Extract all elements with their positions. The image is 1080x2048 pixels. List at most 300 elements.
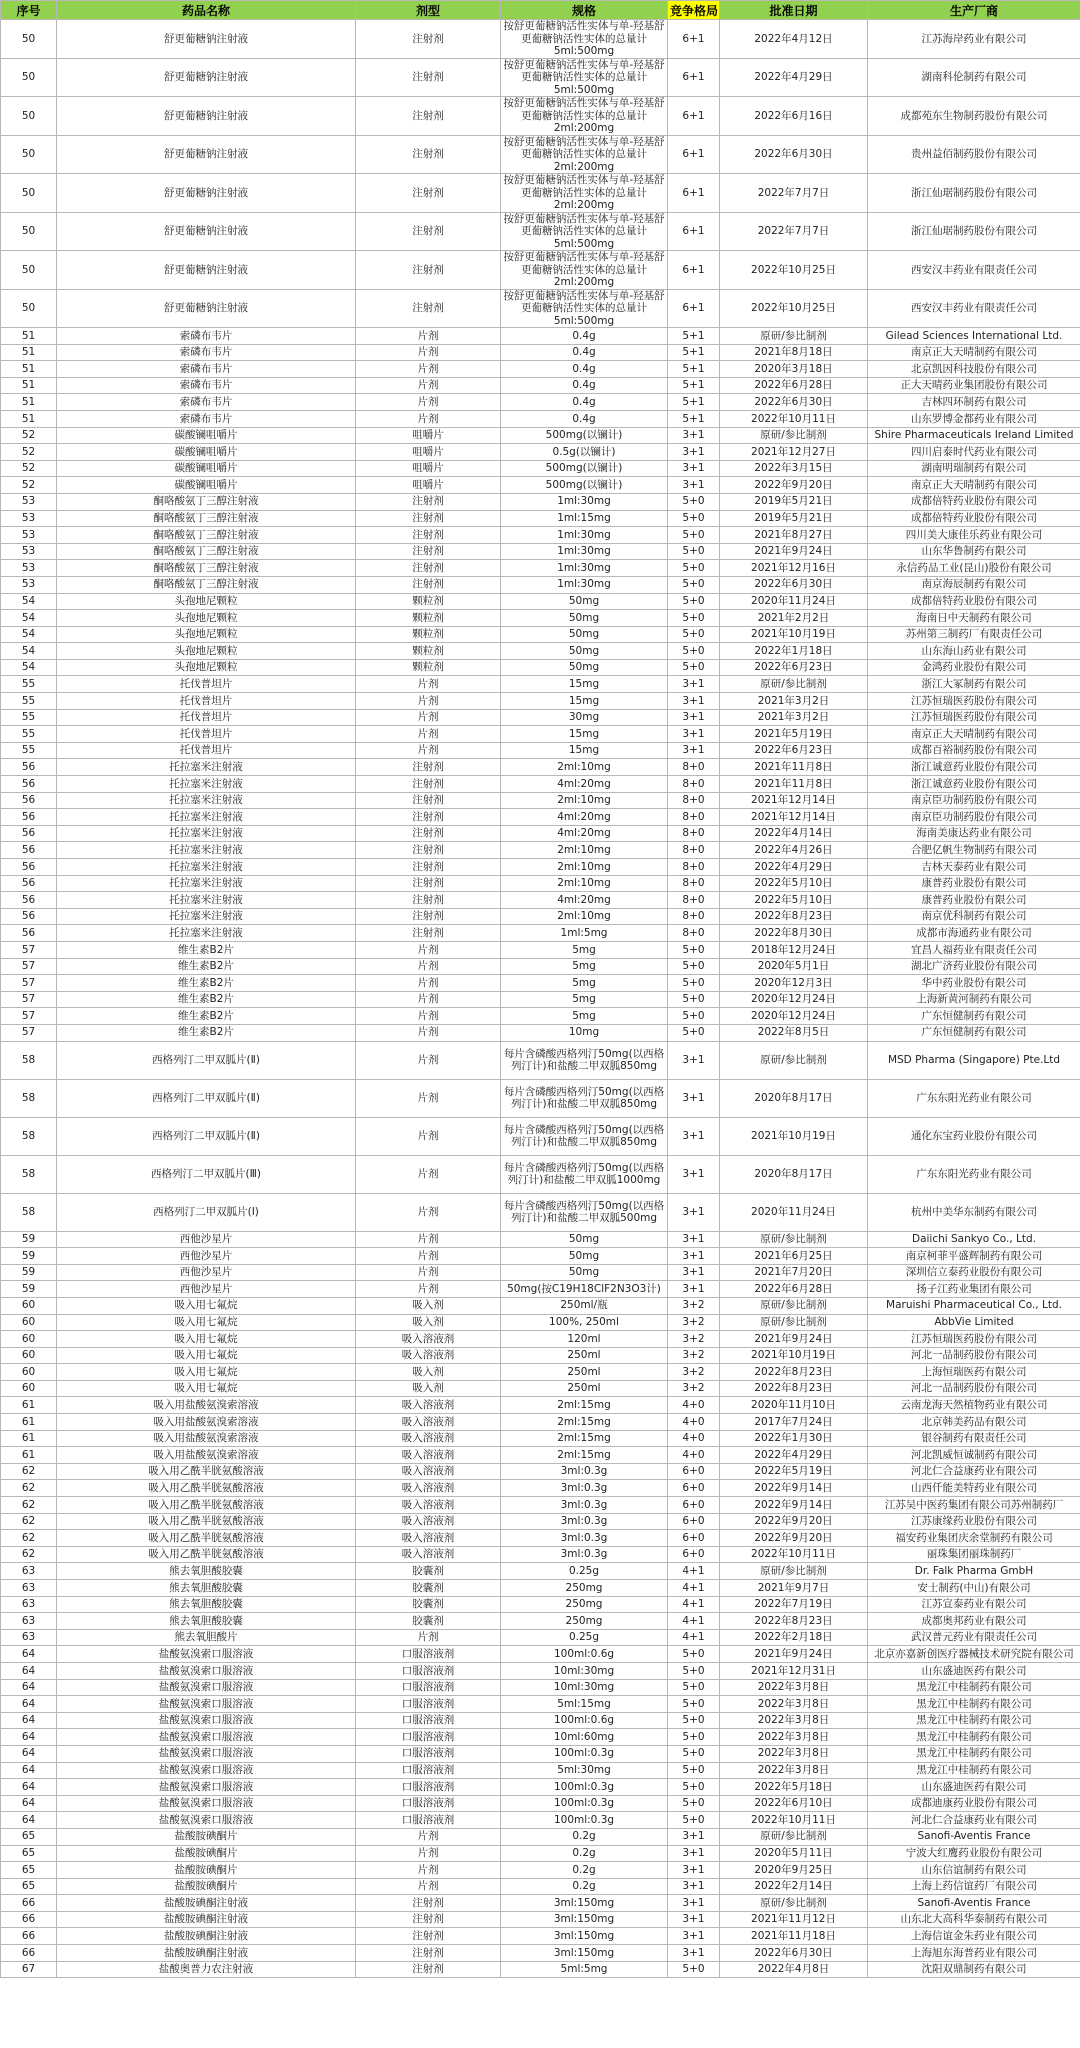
cell-index: 50 [1, 135, 57, 174]
cell-dosage-form: 吸入溶液剂 [356, 1414, 501, 1431]
cell-index: 61 [1, 1447, 57, 1464]
cell-manufacturer: 永信药品工业(昆山)股份有限公司 [868, 560, 1080, 577]
cell-competition: 3+1 [668, 676, 720, 693]
header-spec: 规格 [501, 1, 668, 20]
cell-drug-name: 维生素B2片 [57, 991, 356, 1008]
cell-index: 56 [1, 792, 57, 809]
cell-dosage-form: 注射剂 [356, 251, 501, 290]
cell-dosage-form: 口服溶液剂 [356, 1762, 501, 1779]
cell-approval-date: 原研/参比制剂 [720, 1041, 868, 1079]
table-row [1, 1281, 1080, 1298]
cell-manufacturer: 山东罗博金都药业有限公司 [868, 410, 1080, 427]
cell-dosage-form: 注射剂 [356, 1961, 501, 1978]
cell-dosage-form: 片剂 [356, 1828, 501, 1845]
cell-spec: 15mg [501, 742, 668, 759]
cell-dosage-form: 注射剂 [356, 576, 501, 593]
cell-index: 58 [1, 1193, 57, 1231]
cell-drug-name: 头孢地尼颗粒 [57, 626, 356, 643]
cell-dosage-form: 注射剂 [356, 97, 501, 136]
cell-drug-name: 吸入用七氟烷 [57, 1314, 356, 1331]
cell-competition: 5+0 [668, 1779, 720, 1796]
cell-spec: 500mg(以镧计) [501, 427, 668, 444]
cell-index: 60 [1, 1347, 57, 1364]
cell-manufacturer: 贵州益佰制药股份有限公司 [868, 135, 1080, 174]
table-row [1, 1530, 1080, 1547]
cell-index: 50 [1, 251, 57, 290]
cell-drug-name: 盐酸胺碘酮片 [57, 1828, 356, 1845]
cell-competition: 5+0 [668, 1812, 720, 1829]
cell-manufacturer: Shire Pharmaceuticals Ireland Limited [868, 427, 1080, 444]
cell-competition: 3+1 [668, 1264, 720, 1281]
cell-spec: 按舒更葡糖钠活性实体与单-羟基舒更葡糖钠活性实体的总量计5ml:500mg [501, 212, 668, 251]
cell-competition: 3+1 [668, 1117, 720, 1155]
cell-spec: 120ml [501, 1331, 668, 1348]
cell-approval-date: 2022年8月23日 [720, 1613, 868, 1630]
cell-spec: 50mg [501, 1264, 668, 1281]
cell-competition: 3+1 [668, 1911, 720, 1928]
cell-drug-name: 盐酸氨溴索口服溶液 [57, 1779, 356, 1796]
cell-dosage-form: 片剂 [356, 991, 501, 1008]
cell-drug-name: 头孢地尼颗粒 [57, 610, 356, 627]
cell-manufacturer: 宜昌人福药业有限责任公司 [868, 941, 1080, 958]
cell-manufacturer: 上海新黄河制药有限公司 [868, 991, 1080, 1008]
cell-manufacturer: 福安药业集团庆余堂制药有限公司 [868, 1530, 1080, 1547]
cell-spec: 3ml:150mg [501, 1895, 668, 1912]
cell-dosage-form: 片剂 [356, 394, 501, 411]
cell-manufacturer: 黑龙江中桂制药有限公司 [868, 1745, 1080, 1762]
cell-dosage-form: 口服溶液剂 [356, 1745, 501, 1762]
cell-approval-date: 2020年11月10日 [720, 1397, 868, 1414]
table-row [1, 1563, 1080, 1580]
cell-index: 63 [1, 1613, 57, 1630]
table-row [1, 58, 1080, 97]
cell-competition: 6+0 [668, 1497, 720, 1514]
cell-spec: 250mg [501, 1580, 668, 1597]
cell-index: 56 [1, 892, 57, 909]
cell-competition: 3+1 [668, 1248, 720, 1265]
cell-spec: 3ml:0.3g [501, 1513, 668, 1530]
table-row [1, 361, 1080, 378]
cell-manufacturer: 江苏海岸药业有限公司 [868, 20, 1080, 59]
cell-manufacturer: 沈阳双鼎制药有限公司 [868, 1961, 1080, 1978]
cell-manufacturer: 广东东阳光药业有限公司 [868, 1079, 1080, 1117]
cell-approval-date: 原研/参比制剂 [720, 1563, 868, 1580]
cell-index: 56 [1, 809, 57, 826]
cell-spec: 5mg [501, 991, 668, 1008]
cell-drug-name: 盐酸胺碘酮注射液 [57, 1928, 356, 1945]
cell-dosage-form: 片剂 [356, 742, 501, 759]
cell-approval-date: 2021年11月18日 [720, 1928, 868, 1945]
table-row [1, 776, 1080, 793]
cell-spec: 按舒更葡糖钠活性实体与单-羟基舒更葡糖钠活性实体的总量计2ml:200mg [501, 97, 668, 136]
table-row [1, 289, 1080, 328]
cell-competition: 6+1 [668, 174, 720, 213]
cell-drug-name: 吸入用乙酰半胱氨酸溶液 [57, 1463, 356, 1480]
cell-drug-name: 托拉塞米注射液 [57, 825, 356, 842]
table-row [1, 1041, 1080, 1079]
cell-dosage-form: 口服溶液剂 [356, 1712, 501, 1729]
cell-competition: 6+1 [668, 212, 720, 251]
table-row [1, 1745, 1080, 1762]
cell-dosage-form: 片剂 [356, 726, 501, 743]
cell-index: 57 [1, 958, 57, 975]
cell-drug-name: 酮咯酸氨丁三醇注射液 [57, 576, 356, 593]
cell-manufacturer: 北京亦嘉新创医疗器械技术研究院有限公司 [868, 1646, 1080, 1663]
cell-manufacturer: 成都奥邦药业有限公司 [868, 1613, 1080, 1630]
table-row [1, 1231, 1080, 1248]
cell-spec: 按舒更葡糖钠活性实体与单-羟基舒更葡糖钠活性实体的总量计5ml:500mg [501, 289, 668, 328]
cell-drug-name: 盐酸胺碘酮注射液 [57, 1895, 356, 1912]
cell-index: 64 [1, 1812, 57, 1829]
cell-manufacturer: 北京凯因科技股份有限公司 [868, 361, 1080, 378]
cell-spec: 3ml:150mg [501, 1911, 668, 1928]
cell-competition: 4+0 [668, 1397, 720, 1414]
cell-dosage-form: 吸入剂 [356, 1364, 501, 1381]
cell-index: 66 [1, 1928, 57, 1945]
cell-manufacturer: 成都市海通药业有限公司 [868, 925, 1080, 942]
cell-competition: 8+0 [668, 859, 720, 876]
cell-dosage-form: 颗粒剂 [356, 643, 501, 660]
cell-competition: 8+0 [668, 792, 720, 809]
cell-spec: 0.25g [501, 1629, 668, 1646]
cell-competition: 6+0 [668, 1463, 720, 1480]
cell-manufacturer: 银谷制药有限责任公司 [868, 1430, 1080, 1447]
cell-dosage-form: 片剂 [356, 1155, 501, 1193]
table-row [1, 908, 1080, 925]
cell-competition: 6+0 [668, 1546, 720, 1563]
cell-manufacturer: 成都苑东生物制药股份有限公司 [868, 97, 1080, 136]
cell-drug-name: 索磷布韦片 [57, 361, 356, 378]
cell-drug-name: 酮咯酸氨丁三醇注射液 [57, 527, 356, 544]
cell-spec: 0.2g [501, 1845, 668, 1862]
cell-drug-name: 盐酸氨溴索口服溶液 [57, 1646, 356, 1663]
cell-approval-date: 2021年5月19日 [720, 726, 868, 743]
cell-dosage-form: 片剂 [356, 1862, 501, 1879]
cell-dosage-form: 咀嚼片 [356, 477, 501, 494]
table-row [1, 1380, 1080, 1397]
cell-dosage-form: 口服溶液剂 [356, 1779, 501, 1796]
cell-manufacturer: Daiichi Sankyo Co., Ltd. [868, 1231, 1080, 1248]
cell-index: 66 [1, 1911, 57, 1928]
cell-competition: 5+0 [668, 1024, 720, 1041]
cell-spec: 15mg [501, 693, 668, 710]
cell-manufacturer: 山西仟能美特药业有限公司 [868, 1480, 1080, 1497]
cell-drug-name: 盐酸氨溴索口服溶液 [57, 1679, 356, 1696]
cell-index: 57 [1, 975, 57, 992]
table-row [1, 975, 1080, 992]
cell-spec: 250ml [501, 1380, 668, 1397]
cell-drug-name: 熊去氧胆酸胶囊 [57, 1580, 356, 1597]
cell-index: 54 [1, 659, 57, 676]
table-row [1, 560, 1080, 577]
cell-spec: 3ml:0.3g [501, 1463, 668, 1480]
cell-spec: 15mg [501, 726, 668, 743]
cell-dosage-form: 注射剂 [356, 892, 501, 909]
cell-manufacturer: 云南龙海天然植物药业有限公司 [868, 1397, 1080, 1414]
table-row [1, 1193, 1080, 1231]
cell-spec: 2ml:10mg [501, 875, 668, 892]
table-row [1, 1596, 1080, 1613]
cell-drug-name: 索磷布韦片 [57, 410, 356, 427]
cell-manufacturer: 武汉普元药业有限责任公司 [868, 1629, 1080, 1646]
cell-manufacturer: 深圳信立泰药业股份有限公司 [868, 1264, 1080, 1281]
cell-drug-name: 盐酸胺碘酮注射液 [57, 1911, 356, 1928]
cell-drug-name: 舒更葡糖钠注射液 [57, 135, 356, 174]
cell-dosage-form: 注射剂 [356, 20, 501, 59]
cell-approval-date: 2022年7月19日 [720, 1596, 868, 1613]
table-row [1, 410, 1080, 427]
table-row [1, 1928, 1080, 1945]
cell-approval-date: 2020年8月17日 [720, 1079, 868, 1117]
cell-spec: 10ml:30mg [501, 1662, 668, 1679]
cell-competition: 6+1 [668, 135, 720, 174]
cell-spec: 按舒更葡糖钠活性实体与单-羟基舒更葡糖钠活性实体的总量计5ml:500mg [501, 20, 668, 59]
cell-competition: 3+1 [668, 1828, 720, 1845]
cell-dosage-form: 口服溶液剂 [356, 1812, 501, 1829]
table-row [1, 1795, 1080, 1812]
cell-approval-date: 2021年7月20日 [720, 1264, 868, 1281]
cell-dosage-form: 片剂 [356, 1281, 501, 1298]
cell-drug-name: 西他沙星片 [57, 1281, 356, 1298]
cell-approval-date: 2020年12月24日 [720, 991, 868, 1008]
cell-dosage-form: 吸入溶液剂 [356, 1480, 501, 1497]
cell-spec: 5mg [501, 941, 668, 958]
cell-manufacturer: 广东恒健制药有限公司 [868, 1008, 1080, 1025]
cell-index: 55 [1, 693, 57, 710]
cell-dosage-form: 颗粒剂 [356, 659, 501, 676]
cell-drug-name: 熊去氧胆酸胶囊 [57, 1596, 356, 1613]
cell-dosage-form: 注射剂 [356, 543, 501, 560]
cell-drug-name: 舒更葡糖钠注射液 [57, 97, 356, 136]
cell-competition: 4+1 [668, 1580, 720, 1597]
cell-competition: 5+1 [668, 344, 720, 361]
cell-competition: 3+1 [668, 1155, 720, 1193]
table-row [1, 394, 1080, 411]
cell-manufacturer: 上海旭东海普药业有限公司 [868, 1945, 1080, 1962]
cell-dosage-form: 片剂 [356, 1193, 501, 1231]
cell-index: 52 [1, 427, 57, 444]
table-row [1, 958, 1080, 975]
cell-competition: 3+1 [668, 1945, 720, 1962]
cell-manufacturer: Sanofi-Aventis France [868, 1895, 1080, 1912]
table-row [1, 626, 1080, 643]
cell-index: 58 [1, 1041, 57, 1079]
cell-dosage-form: 注射剂 [356, 560, 501, 577]
cell-drug-name: 索磷布韦片 [57, 377, 356, 394]
cell-spec: 2ml:15mg [501, 1397, 668, 1414]
cell-drug-name: 西他沙星片 [57, 1231, 356, 1248]
cell-spec: 15mg [501, 676, 668, 693]
cell-dosage-form: 注射剂 [356, 58, 501, 97]
table-row [1, 444, 1080, 461]
cell-spec: 5ml:5mg [501, 1961, 668, 1978]
cell-dosage-form: 片剂 [356, 693, 501, 710]
cell-dosage-form: 注射剂 [356, 825, 501, 842]
cell-approval-date: 2022年8月5日 [720, 1024, 868, 1041]
cell-drug-name: 托拉塞米注射液 [57, 792, 356, 809]
cell-index: 62 [1, 1463, 57, 1480]
cell-manufacturer: 通化东宝药业股份有限公司 [868, 1117, 1080, 1155]
cell-drug-name: 西格列汀二甲双胍片(Ⅰ) [57, 1193, 356, 1231]
cell-spec: 0.4g [501, 361, 668, 378]
cell-index: 59 [1, 1264, 57, 1281]
cell-index: 51 [1, 377, 57, 394]
cell-manufacturer: 南京正大天晴制药有限公司 [868, 477, 1080, 494]
cell-approval-date: 2021年10月19日 [720, 1117, 868, 1155]
cell-index: 56 [1, 925, 57, 942]
cell-approval-date: 2019年5月21日 [720, 510, 868, 527]
cell-index: 56 [1, 776, 57, 793]
table-row [1, 610, 1080, 627]
cell-competition: 3+1 [668, 1231, 720, 1248]
cell-index: 58 [1, 1155, 57, 1193]
cell-index: 62 [1, 1513, 57, 1530]
cell-drug-name: 盐酸奥普力农注射液 [57, 1961, 356, 1978]
cell-competition: 5+0 [668, 1762, 720, 1779]
cell-manufacturer: 广东恒健制药有限公司 [868, 1024, 1080, 1041]
cell-competition: 4+0 [668, 1447, 720, 1464]
cell-approval-date: 2022年8月23日 [720, 1364, 868, 1381]
cell-index: 50 [1, 58, 57, 97]
cell-approval-date: 2022年7月7日 [720, 212, 868, 251]
cell-index: 57 [1, 1008, 57, 1025]
cell-manufacturer: 西安汉丰药业有限责任公司 [868, 289, 1080, 328]
cell-drug-name: 吸入用乙酰半胱氨酸溶液 [57, 1513, 356, 1530]
cell-drug-name: 托伐普坦片 [57, 693, 356, 710]
cell-drug-name: 盐酸氨溴索口服溶液 [57, 1729, 356, 1746]
cell-approval-date: 2022年1月30日 [720, 1430, 868, 1447]
cell-competition: 5+0 [668, 1745, 720, 1762]
cell-spec: 250mg [501, 1613, 668, 1630]
cell-manufacturer: 西安汉丰药业有限责任公司 [868, 251, 1080, 290]
cell-index: 56 [1, 825, 57, 842]
cell-approval-date: 2022年6月23日 [720, 742, 868, 759]
cell-dosage-form: 片剂 [356, 1629, 501, 1646]
cell-dosage-form: 咀嚼片 [356, 427, 501, 444]
cell-approval-date: 2020年12月24日 [720, 1008, 868, 1025]
cell-drug-name: 碳酸镧咀嚼片 [57, 460, 356, 477]
cell-competition: 4+1 [668, 1563, 720, 1580]
cell-approval-date: 2022年4月12日 [720, 20, 868, 59]
cell-spec: 1ml:30mg [501, 493, 668, 510]
cell-dosage-form: 口服溶液剂 [356, 1646, 501, 1663]
cell-spec: 50mg [501, 610, 668, 627]
cell-dosage-form: 片剂 [356, 344, 501, 361]
cell-spec: 3ml:150mg [501, 1945, 668, 1962]
cell-drug-name: 西格列汀二甲双胍片(Ⅱ) [57, 1079, 356, 1117]
cell-index: 64 [1, 1795, 57, 1812]
table-row [1, 1430, 1080, 1447]
cell-spec: 5ml:15mg [501, 1696, 668, 1713]
cell-competition: 8+0 [668, 809, 720, 826]
cell-drug-name: 舒更葡糖钠注射液 [57, 20, 356, 59]
table-row [1, 1248, 1080, 1265]
cell-drug-name: 头孢地尼颗粒 [57, 659, 356, 676]
table-row [1, 1696, 1080, 1713]
cell-dosage-form: 注射剂 [356, 776, 501, 793]
table-row [1, 1646, 1080, 1663]
cell-competition: 5+1 [668, 410, 720, 427]
table-row [1, 809, 1080, 826]
cell-approval-date: 2022年9月14日 [720, 1497, 868, 1514]
table-row [1, 344, 1080, 361]
cell-manufacturer: Dr. Falk Pharma GmbH [868, 1563, 1080, 1580]
cell-manufacturer: 河北仁合益康药业有限公司 [868, 1463, 1080, 1480]
cell-index: 52 [1, 444, 57, 461]
cell-competition: 8+0 [668, 825, 720, 842]
cell-dosage-form: 口服溶液剂 [356, 1662, 501, 1679]
table-row [1, 693, 1080, 710]
cell-competition: 5+0 [668, 626, 720, 643]
cell-competition: 3+2 [668, 1314, 720, 1331]
cell-manufacturer: 江苏恒瑞医药股份有限公司 [868, 709, 1080, 726]
table-row [1, 941, 1080, 958]
cell-manufacturer: 杭州中美华东制药有限公司 [868, 1193, 1080, 1231]
table-row [1, 1679, 1080, 1696]
cell-approval-date: 2022年3月8日 [720, 1729, 868, 1746]
cell-index: 57 [1, 941, 57, 958]
cell-spec: 2ml:15mg [501, 1414, 668, 1431]
cell-index: 63 [1, 1563, 57, 1580]
cell-drug-name: 索磷布韦片 [57, 394, 356, 411]
cell-approval-date: 原研/参比制剂 [720, 1828, 868, 1845]
cell-drug-name: 西他沙星片 [57, 1248, 356, 1265]
cell-manufacturer: Gilead Sciences International Ltd. [868, 328, 1080, 345]
cell-drug-name: 吸入用乙酰半胱氨酸溶液 [57, 1480, 356, 1497]
cell-approval-date: 2022年9月20日 [720, 1530, 868, 1547]
cell-approval-date: 2021年12月16日 [720, 560, 868, 577]
cell-drug-name: 索磷布韦片 [57, 328, 356, 345]
cell-index: 66 [1, 1945, 57, 1962]
cell-manufacturer: 北京韩美药品有限公司 [868, 1414, 1080, 1431]
cell-drug-name: 盐酸氨溴索口服溶液 [57, 1795, 356, 1812]
cell-index: 52 [1, 477, 57, 494]
cell-drug-name: 西格列汀二甲双胍片(Ⅲ) [57, 1155, 356, 1193]
cell-manufacturer: 南京优科制药有限公司 [868, 908, 1080, 925]
cell-spec: 100ml:0.3g [501, 1795, 668, 1812]
table-row [1, 576, 1080, 593]
cell-approval-date: 2022年9月20日 [720, 477, 868, 494]
cell-spec: 2ml:10mg [501, 842, 668, 859]
table-row [1, 97, 1080, 136]
cell-index: 64 [1, 1712, 57, 1729]
cell-approval-date: 2022年5月10日 [720, 892, 868, 909]
cell-drug-name: 熊去氧胆酸胶囊 [57, 1613, 356, 1630]
cell-spec: 3ml:0.3g [501, 1530, 668, 1547]
cell-competition: 6+0 [668, 1530, 720, 1547]
cell-drug-name: 酮咯酸氨丁三醇注射液 [57, 560, 356, 577]
cell-approval-date: 2022年10月25日 [720, 289, 868, 328]
table-row [1, 1878, 1080, 1895]
cell-approval-date: 2022年6月10日 [720, 1795, 868, 1812]
cell-index: 60 [1, 1364, 57, 1381]
cell-index: 59 [1, 1281, 57, 1298]
cell-competition: 3+1 [668, 460, 720, 477]
cell-competition: 5+1 [668, 394, 720, 411]
cell-approval-date: 2021年10月19日 [720, 626, 868, 643]
cell-spec: 每片含磷酸西格列汀50mg(以西格列汀计)和盐酸二甲双胍500mg [501, 1193, 668, 1231]
cell-spec: 100ml:0.6g [501, 1646, 668, 1663]
cell-manufacturer: 江苏康缘药业股份有限公司 [868, 1513, 1080, 1530]
cell-index: 64 [1, 1662, 57, 1679]
cell-spec: 0.5g(以镧计) [501, 444, 668, 461]
cell-competition: 4+0 [668, 1430, 720, 1447]
cell-manufacturer: 河北一品制药股份有限公司 [868, 1347, 1080, 1364]
cell-drug-name: 托拉塞米注射液 [57, 842, 356, 859]
cell-approval-date: 原研/参比制剂 [720, 427, 868, 444]
cell-manufacturer: 海南美康达药业有限公司 [868, 825, 1080, 842]
cell-approval-date: 2022年6月28日 [720, 377, 868, 394]
